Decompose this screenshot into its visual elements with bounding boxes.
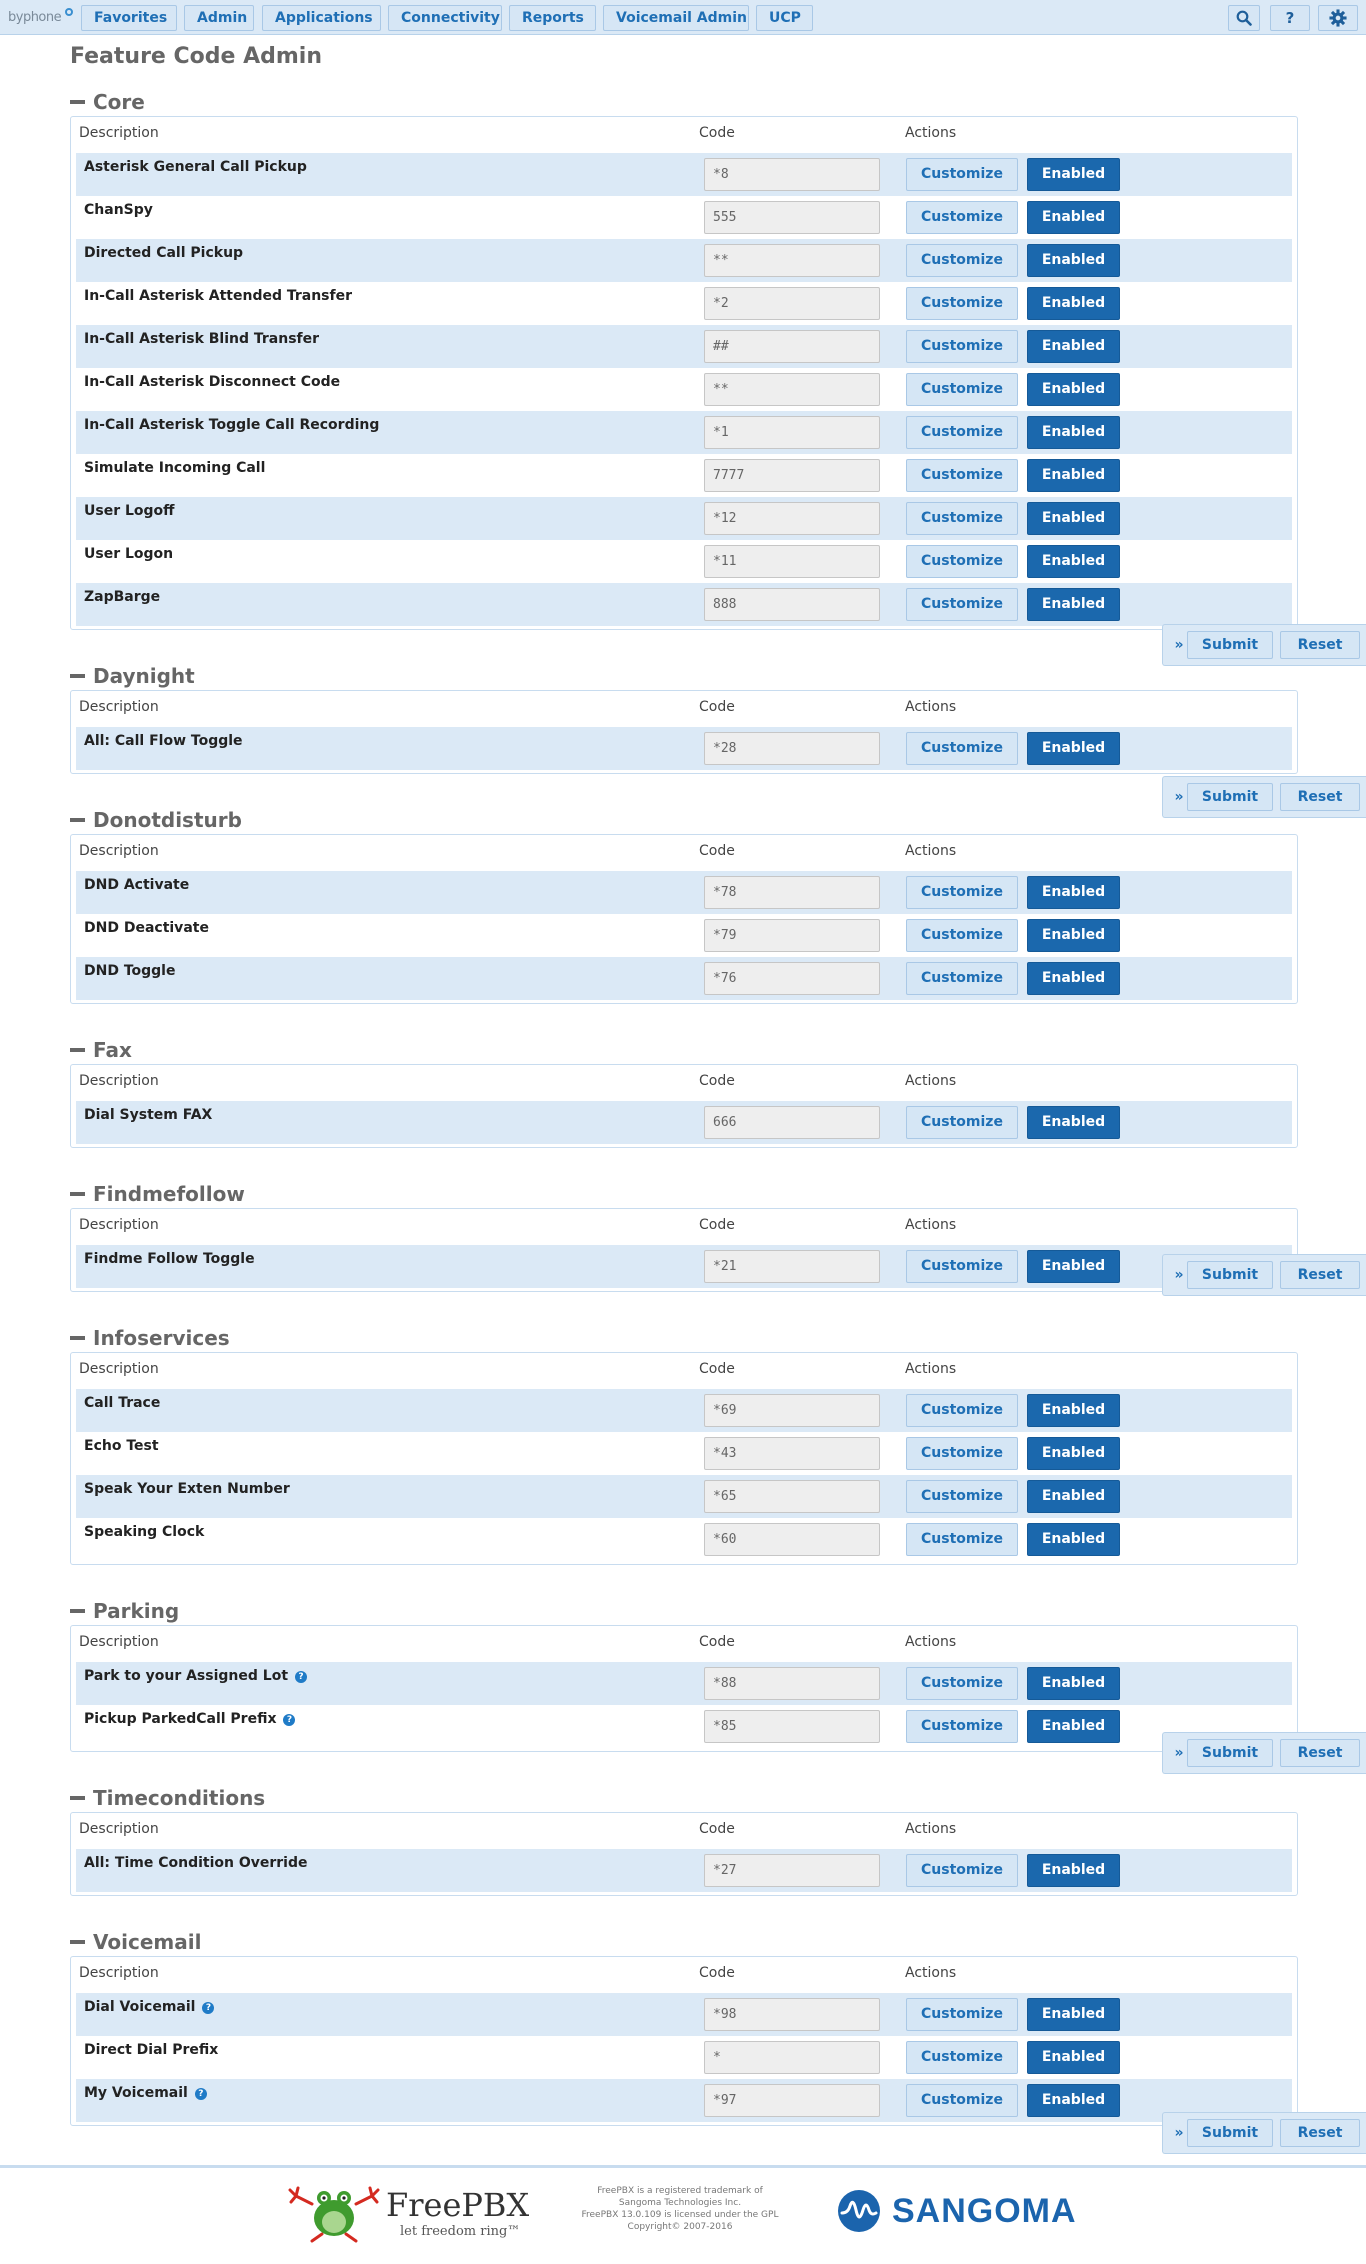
nav-admin[interactable]: Admin (184, 5, 254, 31)
table-header (71, 835, 1297, 871)
feature-code-input[interactable]: *27 (704, 1854, 880, 1887)
section-title: Timeconditions (93, 1786, 266, 1810)
enabled-toggle-button[interactable]: Enabled (1027, 1667, 1120, 1700)
nav-connectivity[interactable]: Connectivity (388, 5, 502, 31)
feature-description-text: Pickup ParkedCall Prefix (84, 1711, 277, 1727)
customize-button[interactable]: Customize (906, 1394, 1018, 1427)
enabled-toggle-button[interactable]: Enabled (1027, 502, 1120, 535)
feature-description-text: ZapBarge (84, 589, 161, 605)
customize-button[interactable]: Customize (906, 919, 1018, 952)
customize-button[interactable]: Customize (906, 416, 1018, 449)
section-core-header[interactable] (70, 90, 145, 114)
enabled-toggle-button[interactable]: Enabled (1027, 876, 1120, 909)
table-bottom-padding (71, 1892, 1297, 1895)
table-row (76, 1432, 1292, 1475)
table-row (76, 239, 1292, 282)
header-code: Code (699, 699, 735, 715)
enabled-toggle-button[interactable]: Enabled (1027, 588, 1120, 621)
sangoma-wave-icon (836, 2188, 882, 2234)
feature-code-input[interactable]: *98 (704, 1998, 880, 2031)
section-parking-header[interactable] (70, 1599, 179, 1623)
header-actions: Actions (905, 1634, 957, 1650)
collapse-minus-icon[interactable] (70, 1048, 85, 1052)
header-code: Code (699, 1965, 735, 1981)
header-code: Code (699, 843, 735, 859)
section-timeconditions-header[interactable] (70, 1786, 265, 1810)
feature-description-text: Dial System FAX (84, 1107, 213, 1123)
customize-button[interactable]: Customize (906, 732, 1018, 765)
feature-description (84, 920, 209, 936)
customize-button[interactable]: Customize (906, 502, 1018, 535)
feature-description (84, 2085, 207, 2101)
feature-description (84, 417, 379, 433)
collapse-minus-icon[interactable] (70, 1192, 85, 1196)
brand-dot-icon (65, 8, 73, 16)
customize-button[interactable]: Customize (906, 1667, 1018, 1700)
frog-icon (288, 2184, 380, 2244)
customize-button[interactable]: Customize (906, 244, 1018, 277)
feature-description (84, 963, 175, 979)
enabled-toggle-button[interactable]: Enabled (1027, 1480, 1120, 1513)
feature-code-input[interactable]: *21 (704, 1250, 880, 1283)
enabled-toggle-button[interactable]: Enabled (1027, 330, 1120, 363)
table-row (76, 2036, 1292, 2079)
feature-description-text: Simulate Incoming Call (84, 460, 266, 476)
customize-button[interactable]: Customize (906, 1250, 1018, 1283)
feature-description (84, 1711, 295, 1727)
table-row (76, 727, 1292, 770)
submit-button[interactable]: Submit (1187, 2119, 1273, 2147)
customize-button[interactable]: Customize (906, 2084, 1018, 2117)
table-header (71, 1353, 1297, 1389)
feature-code-input[interactable]: *2 (704, 287, 880, 320)
table-row (76, 153, 1292, 196)
feature-code-input[interactable]: ** (704, 244, 880, 277)
feature-description (84, 245, 243, 261)
table-row (76, 1101, 1292, 1144)
table-header (71, 1957, 1297, 1993)
section-findmefollow-table (70, 1208, 1298, 1292)
table-row (76, 1475, 1292, 1518)
feature-description-text: Findme Follow Toggle (84, 1251, 255, 1267)
customize-button[interactable]: Customize (906, 876, 1018, 909)
enabled-toggle-button[interactable]: Enabled (1027, 1523, 1120, 1556)
brand-logo[interactable] (8, 5, 70, 31)
feature-code-input[interactable]: *78 (704, 876, 880, 909)
nav-voicemail-admin[interactable]: Voicemail Admin (603, 5, 749, 31)
customize-button[interactable]: Customize (906, 545, 1018, 578)
enabled-toggle-button[interactable]: Enabled (1027, 244, 1120, 277)
table-header (71, 1209, 1297, 1245)
customize-button[interactable]: Customize (906, 1710, 1018, 1743)
feature-description (84, 1668, 307, 1684)
expand-chevron-icon[interactable]: » (1174, 1745, 1184, 1761)
enabled-toggle-button[interactable]: Enabled (1027, 732, 1120, 765)
feature-description (84, 1855, 308, 1871)
collapse-minus-icon[interactable] (70, 1609, 85, 1613)
section-voicemail-header[interactable] (70, 1930, 201, 1954)
enabled-toggle-button[interactable]: Enabled (1027, 1106, 1120, 1139)
header-description: Description (79, 1965, 159, 1981)
section-fax-header[interactable] (70, 1038, 132, 1062)
action-bar (1162, 2112, 1366, 2154)
header-description: Description (79, 1821, 159, 1837)
table-bottom-padding (71, 2122, 1297, 2125)
customize-button[interactable]: Customize (906, 1480, 1018, 1513)
header-actions: Actions (905, 125, 957, 141)
feature-code-input[interactable]: ## (704, 330, 880, 363)
customize-button[interactable]: Customize (906, 1854, 1018, 1887)
table-row (76, 957, 1292, 1000)
enabled-toggle-button[interactable]: Enabled (1027, 1394, 1120, 1427)
feature-description-text: Dial Voicemail (84, 1999, 196, 2015)
header-actions: Actions (905, 1217, 957, 1233)
table-bottom-padding (71, 1144, 1297, 1147)
feature-code-input[interactable]: ** (704, 373, 880, 406)
customize-button[interactable]: Customize (906, 201, 1018, 234)
header-code: Code (699, 125, 735, 141)
collapse-minus-icon[interactable] (70, 1796, 85, 1800)
table-row (76, 871, 1292, 914)
feature-description (84, 877, 189, 893)
customize-button[interactable]: Customize (906, 2041, 1018, 2074)
nav-applications[interactable]: Applications (262, 5, 381, 31)
table-row (76, 497, 1292, 540)
table-row (76, 2079, 1292, 2122)
feature-description (84, 733, 243, 749)
customize-button[interactable]: Customize (906, 1106, 1018, 1139)
feature-code-input[interactable]: *1 (704, 416, 880, 449)
freepbx-tagline: let freedom ring™ (400, 2224, 521, 2239)
feature-code-input[interactable]: *28 (704, 732, 880, 765)
customize-button[interactable]: Customize (906, 1523, 1018, 1556)
feature-description-text: In-Call Asterisk Disconnect Code (84, 374, 341, 390)
expand-chevron-icon[interactable]: » (1174, 2125, 1184, 2141)
section-daynight-header[interactable] (70, 664, 195, 688)
feature-description (84, 1438, 159, 1454)
submit-button[interactable]: Submit (1187, 1739, 1273, 1767)
feature-description (84, 589, 160, 605)
feature-code-input[interactable]: * (704, 2041, 880, 2074)
table-row (76, 914, 1292, 957)
section-timeconditions-table (70, 1812, 1298, 1896)
feature-description (84, 1107, 212, 1123)
table-row (76, 411, 1292, 454)
table-row (76, 454, 1292, 497)
feature-code-input[interactable]: *69 (704, 1394, 880, 1427)
legal-line: Sangoma Technologies Inc. (618, 2198, 742, 2208)
feature-code-input[interactable]: *12 (704, 502, 880, 535)
feature-code-input[interactable]: *60 (704, 1523, 880, 1556)
customize-button[interactable]: Customize (906, 373, 1018, 406)
settings-button[interactable] (1318, 5, 1358, 31)
action-bar (1162, 1254, 1366, 1296)
enabled-toggle-button[interactable]: Enabled (1027, 962, 1120, 995)
enabled-toggle-button[interactable]: Enabled (1027, 373, 1120, 406)
table-bottom-padding (71, 1561, 1297, 1564)
section-title: Findmefollow (93, 1182, 245, 1206)
help-question-icon[interactable]: ? (195, 2088, 207, 2100)
search-button[interactable] (1228, 5, 1260, 31)
customize-button[interactable]: Customize (906, 158, 1018, 191)
customize-button[interactable]: Customize (906, 459, 1018, 492)
help-button[interactable]: ? (1270, 5, 1310, 31)
feature-description-text: ChanSpy (84, 202, 153, 218)
collapse-minus-icon[interactable] (70, 100, 85, 104)
feature-code-input[interactable]: *8 (704, 158, 880, 191)
enabled-toggle-button[interactable]: Enabled (1027, 287, 1120, 320)
header-description: Description (79, 1634, 159, 1650)
feature-description-text: In-Call Asterisk Blind Transfer (84, 331, 320, 347)
section-title: Fax (93, 1038, 132, 1062)
section-findmefollow-header[interactable] (70, 1182, 245, 1206)
table-bottom-padding (71, 770, 1297, 773)
enabled-toggle-button[interactable]: Enabled (1027, 416, 1120, 449)
table-row (76, 1662, 1292, 1705)
enabled-toggle-button[interactable]: Enabled (1027, 919, 1120, 952)
reset-button[interactable]: Reset (1280, 783, 1360, 811)
header-actions: Actions (905, 1361, 957, 1377)
enabled-toggle-button[interactable]: Enabled (1027, 1854, 1120, 1887)
header-description: Description (79, 125, 159, 141)
table-row (76, 282, 1292, 325)
enabled-toggle-button[interactable]: Enabled (1027, 2041, 1120, 2074)
table-row (76, 368, 1292, 411)
customize-button[interactable]: Customize (906, 287, 1018, 320)
table-header (71, 1813, 1297, 1849)
table-header (71, 1065, 1297, 1101)
enabled-toggle-button[interactable]: Enabled (1027, 459, 1120, 492)
feature-description-text: All: Call Flow Toggle (84, 733, 243, 749)
table-header (71, 117, 1297, 153)
feature-description (84, 1251, 255, 1267)
table-row (76, 196, 1292, 239)
section-parking-table (70, 1625, 1298, 1752)
feature-description (84, 288, 352, 304)
feature-description (84, 159, 307, 175)
nav-reports[interactable]: Reports (509, 5, 596, 31)
action-bar (1162, 776, 1366, 818)
reset-button[interactable]: Reset (1280, 1739, 1360, 1767)
page-title: Feature Code Admin (70, 44, 323, 69)
table-row (76, 540, 1292, 583)
freepbx-name: FreePBX (386, 2186, 530, 2224)
brand-name: byphone (8, 10, 62, 25)
nav-ucp[interactable]: UCP (756, 5, 813, 31)
sangoma-logo[interactable] (836, 2188, 1136, 2238)
section-core-table (70, 116, 1298, 630)
feature-code-input[interactable]: *65 (704, 1480, 880, 1513)
collapse-minus-icon[interactable] (70, 818, 85, 822)
header-description: Description (79, 1361, 159, 1377)
feature-description-text: Echo Test (84, 1438, 159, 1454)
customize-button[interactable]: Customize (906, 588, 1018, 621)
table-row (76, 1705, 1292, 1748)
enabled-toggle-button[interactable]: Enabled (1027, 2084, 1120, 2117)
table-bottom-padding (71, 626, 1297, 629)
header-description: Description (79, 699, 159, 715)
feature-description-text: In-Call Asterisk Toggle Call Recording (84, 417, 380, 433)
feature-description (84, 546, 173, 562)
help-question-icon[interactable]: ? (202, 2002, 214, 2014)
reset-button[interactable]: Reset (1280, 2119, 1360, 2147)
section-fax-table (70, 1064, 1298, 1148)
feature-description-text: DND Toggle (84, 963, 176, 979)
table-bottom-padding (71, 1748, 1297, 1751)
enabled-toggle-button[interactable]: Enabled (1027, 1710, 1120, 1743)
search-icon (1236, 10, 1252, 26)
feature-description-text: DND Deactivate (84, 920, 209, 936)
customize-button[interactable]: Customize (906, 1998, 1018, 2031)
feature-description (84, 374, 340, 390)
feature-code-input[interactable]: 666 (704, 1106, 880, 1139)
customize-button[interactable]: Customize (906, 962, 1018, 995)
feature-description (84, 1999, 214, 2015)
feature-description (84, 1524, 204, 1540)
table-row (76, 1993, 1292, 2036)
header-actions: Actions (905, 1073, 957, 1089)
feature-description-text: Park to your Assigned Lot (84, 1668, 289, 1684)
help-question-icon[interactable]: ? (295, 1671, 307, 1683)
feature-code-input[interactable]: *11 (704, 545, 880, 578)
feature-code-input[interactable]: *85 (704, 1710, 880, 1743)
feature-description (84, 460, 265, 476)
enabled-toggle-button[interactable]: Enabled (1027, 545, 1120, 578)
section-infoservices-table (70, 1352, 1298, 1565)
action-bar (1162, 624, 1366, 666)
section-infoservices-header[interactable] (70, 1326, 230, 1350)
feature-description-text: My Voicemail (84, 2085, 188, 2101)
feature-description-text: DND Activate (84, 877, 190, 893)
submit-button[interactable]: Submit (1187, 631, 1273, 659)
header-actions: Actions (905, 843, 957, 859)
feature-code-input[interactable]: *88 (704, 1667, 880, 1700)
feature-description-text: Speaking Clock (84, 1524, 205, 1540)
section-title: Infoservices (93, 1326, 230, 1350)
feature-description (84, 202, 153, 218)
header-code: Code (699, 1361, 735, 1377)
feature-code-input[interactable]: *76 (704, 962, 880, 995)
section-title: Parking (93, 1599, 180, 1623)
feature-description (84, 331, 319, 347)
section-title: Core (93, 90, 145, 114)
header-code: Code (699, 1217, 735, 1233)
expand-chevron-icon[interactable]: » (1174, 637, 1184, 653)
header-code: Code (699, 1634, 735, 1650)
feature-description-text: Directed Call Pickup (84, 245, 244, 261)
header-description: Description (79, 1073, 159, 1089)
feature-description-text: In-Call Asterisk Attended Transfer (84, 288, 353, 304)
header-description: Description (79, 843, 159, 859)
feature-code-input[interactable]: *79 (704, 919, 880, 952)
table-bottom-padding (71, 1288, 1297, 1291)
enabled-toggle-button[interactable]: Enabled (1027, 1437, 1120, 1470)
enabled-toggle-button[interactable]: Enabled (1027, 158, 1120, 191)
section-title: Voicemail (93, 1930, 202, 1954)
feature-code-input[interactable]: *43 (704, 1437, 880, 1470)
feature-description-text: User Logon (84, 546, 174, 562)
enabled-toggle-button[interactable]: Enabled (1027, 1250, 1120, 1283)
footer (0, 2165, 1366, 2264)
feature-code-input[interactable]: 7777 (704, 459, 880, 492)
table-row (76, 1849, 1292, 1892)
top-nav (0, 0, 1366, 35)
feature-description-text: All: Time Condition Override (84, 1855, 308, 1871)
header-actions: Actions (905, 1821, 957, 1837)
section-daynight-table (70, 690, 1298, 774)
feature-description (84, 503, 175, 519)
help-question-icon[interactable]: ? (283, 1714, 295, 1726)
collapse-minus-icon[interactable] (70, 674, 85, 678)
legal-text (575, 2185, 785, 2233)
submit-button[interactable]: Submit (1187, 1261, 1273, 1289)
enabled-toggle-button[interactable]: Enabled (1027, 1998, 1120, 2031)
legal-line: FreePBX is a registered trademark of (597, 2186, 763, 2196)
action-bar (1162, 1732, 1366, 1774)
customize-button[interactable]: Customize (906, 1437, 1018, 1470)
section-donotdisturb-header[interactable] (70, 808, 242, 832)
feature-code-input[interactable]: *97 (704, 2084, 880, 2117)
table-row (76, 325, 1292, 368)
collapse-minus-icon[interactable] (70, 1336, 85, 1340)
collapse-minus-icon[interactable] (70, 1940, 85, 1944)
feature-description (84, 1395, 160, 1411)
submit-button[interactable]: Submit (1187, 783, 1273, 811)
legal-line: Copyright© 2007-2016 (627, 2222, 733, 2232)
reset-button[interactable]: Reset (1280, 1261, 1360, 1289)
header-description: Description (79, 1217, 159, 1233)
table-row (76, 1389, 1292, 1432)
table-row (76, 1518, 1292, 1561)
header-actions: Actions (905, 699, 957, 715)
customize-button[interactable]: Customize (906, 330, 1018, 363)
section-title: Daynight (93, 664, 195, 688)
table-bottom-padding (71, 1000, 1297, 1003)
legal-line: FreePBX 13.0.109 is licensed under the GPL (581, 2210, 779, 2220)
reset-button[interactable]: Reset (1280, 631, 1360, 659)
feature-description-text: User Logoff (84, 503, 175, 519)
feature-description-text: Direct Dial Prefix (84, 2042, 219, 2058)
feature-description-text: Asterisk General Call Pickup (84, 159, 307, 175)
section-voicemail-table (70, 1956, 1298, 2126)
feature-code-input[interactable]: 555 (704, 201, 880, 234)
freepbx-logo[interactable] (288, 2184, 530, 2244)
expand-chevron-icon[interactable]: » (1174, 1267, 1184, 1283)
nav-favorites[interactable]: Favorites (81, 5, 177, 31)
section-donotdisturb-table (70, 834, 1298, 1004)
feature-description-text: Speak Your Exten Number (84, 1481, 290, 1497)
feature-description (84, 2042, 218, 2058)
feature-description (84, 1481, 290, 1497)
table-header (71, 1626, 1297, 1662)
section-title: Donotdisturb (93, 808, 242, 832)
feature-description-text: Call Trace (84, 1395, 161, 1411)
sangoma-name: SANGOMA (892, 2192, 1077, 2230)
header-actions: Actions (905, 1965, 957, 1981)
enabled-toggle-button[interactable]: Enabled (1027, 201, 1120, 234)
feature-code-input[interactable]: 888 (704, 588, 880, 621)
expand-chevron-icon[interactable]: » (1174, 789, 1184, 805)
table-row (76, 1245, 1292, 1288)
table-header (71, 691, 1297, 727)
header-code: Code (699, 1073, 735, 1089)
header-code: Code (699, 1821, 735, 1837)
gear-icon (1329, 9, 1347, 27)
table-row (76, 583, 1292, 626)
